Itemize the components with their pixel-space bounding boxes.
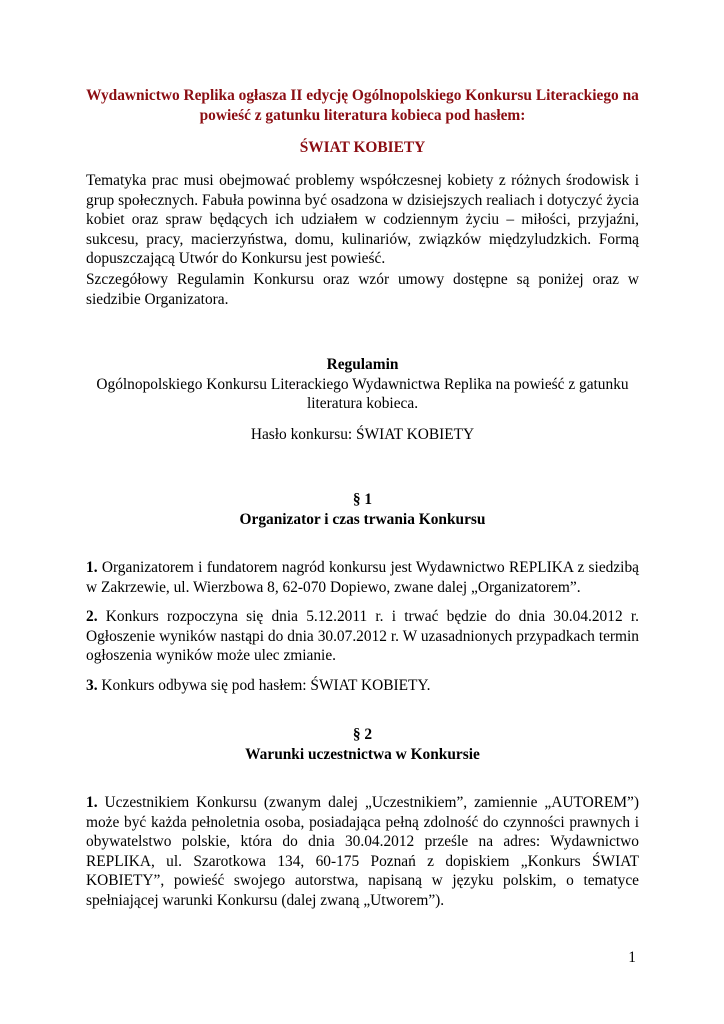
regulamin-slogan — [86, 425, 639, 445]
announcement-title-line-2: powieść z gatunku literatura kobieca pod hasłem: — [199, 106, 526, 124]
item-text: Organizatorem i fundatorem nagród konkursu jest Wydawnictwo REPLIKA z siedzibą w Zakrzewie, ul. Wierzbowa 8, 62-070 Dopiewo, zwane dalej „Organizatorem”. — [86, 559, 639, 596]
section-1-item-3-text — [86, 676, 639, 696]
regulamin-slogan-text: Hasło konkursu: ŚWIAT KOBIETY — [250, 426, 475, 443]
section-1-header — [86, 490, 639, 529]
section-2-header — [86, 725, 639, 764]
contest-slogan — [86, 138, 639, 158]
section-2-item-1 — [86, 793, 639, 911]
section-2-mark: § 2 — [352, 726, 373, 743]
section-1-title: Organizator i czas trwania Konkursu — [239, 510, 486, 528]
regulamin-subtitle-line-1: Ogólnopolskiego Konkursu Literackiego Wydawnictwa Replika na powieść z gatunku — [96, 375, 629, 393]
item-text: Konkurs odbywa się pod hasłem: ŚWIAT KOBIETY. — [97, 677, 431, 694]
regulamin-subtitle-line-2: literatura kobieca. — [306, 395, 419, 413]
item-text: Konkurs rozpoczyna się dnia 5.12.2011 r. i trwać będzie do dnia 30.04.2012 r. Ogłoszenie wyników nastąpi do dnia 30.07.2012 r. W uzasadnionych przypadkach termin ogłoszenia wyników może ulec zmianie. — [86, 608, 639, 665]
contest-slogan-text: ŚWIAT KOBIETY — [299, 139, 426, 156]
section-1-item-2 — [86, 607, 639, 666]
item-number: 2. — [86, 608, 98, 625]
intro-paragraph-theme — [86, 171, 639, 269]
section-1-item-3 — [86, 676, 639, 696]
section-1-mark: § 1 — [352, 491, 373, 508]
intro-paragraph-rules — [86, 270, 639, 309]
page-number: 1 — [628, 949, 636, 966]
item-number: 1. — [86, 559, 98, 576]
intro-theme-text: Tematyka prac musi obejmować problemy współczesnej kobiety z różnych środowisk i grup społecznych. Fabuła powinna być osadzona w dzisiejszych realiach i dotyczyć życia kobiet oraz spraw będących ich udziałem w codziennym życiu – miłości, przyjaźni, sukcesu, pracy, macierzyństwa, domu, kulinariów, związków międzyludzkich. Formą dopuszczającą Utwór do Konkursu jest powieść. — [86, 172, 639, 268]
regulamin-heading: Regulamin — [326, 356, 399, 373]
item-text: Uczestnikiem Konkursu (zwanym dalej „Uczestnikiem”, zamiennie „AUTOREM”) może być każda pełnoletnia osoba, posiadająca pełną zdolność do czynności prawnych i obywatelstwo polskie, która do dnia 30.04.2012 prześle na adres: Wydawnictwo REPLIKA, ul. Szarotkowa 134, 60-175 Poznań z dopiskiem „Konkurs ŚWIAT KOBIETY”, powieść swojego autorstwa, napisaną w języku polskim, o tematyce spełniającej warunki Konkursu (dalej zwaną „Utworem”). — [86, 794, 639, 909]
section-1-item-1 — [86, 558, 639, 597]
section-2-title: Warunki uczestnictwa w Konkursie — [245, 745, 480, 763]
section-2-item-1-text — [86, 793, 639, 911]
regulamin-header — [86, 355, 639, 414]
announcement-title-line-1: Wydawnictwo Replika ogłasza II edycję Ogólnopolskiego Konkursu Literackiego na — [86, 87, 639, 104]
item-number: 1. — [86, 794, 98, 811]
section-1-item-1-text — [86, 558, 639, 597]
item-number: 3. — [86, 677, 98, 694]
intro-rules-text: Szczegółowy Regulamin Konkursu oraz wzór umowy dostępne są poniżej oraz w siedzibie Organizatora. — [86, 271, 639, 308]
section-1-item-2-text — [86, 607, 639, 666]
announcement-title — [86, 86, 639, 125]
